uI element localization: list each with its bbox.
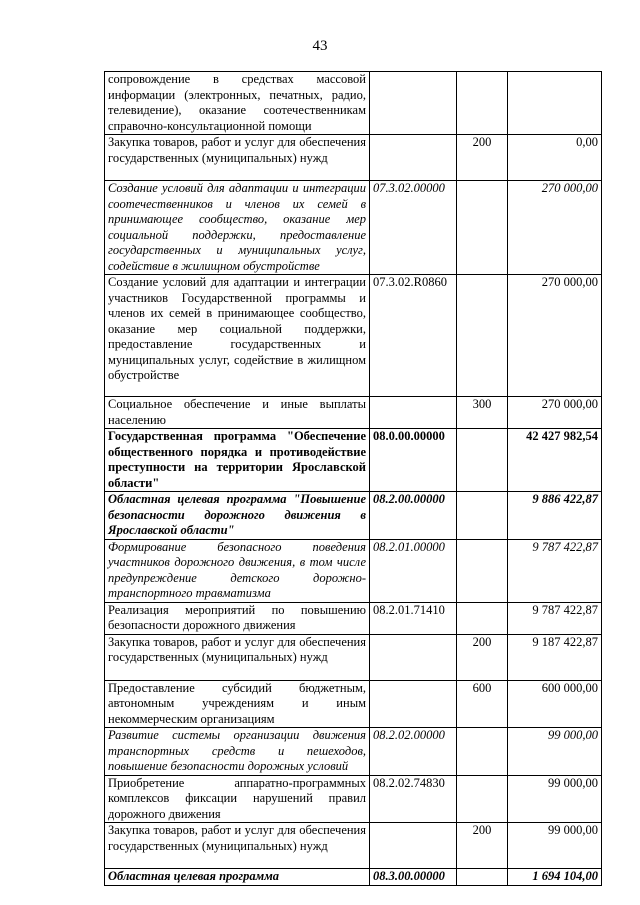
- row-code-cell: 08.2.00.00000: [370, 492, 457, 540]
- row-expense-type-cell: [457, 275, 508, 397]
- row-name-cell: Предоставление субсидий бюджетным, автономным учреждениям и иным некоммерческим организациям: [105, 680, 370, 728]
- row-code-cell: 07.3.02.00000: [370, 181, 457, 275]
- row-sum-cell: 270 000,00: [508, 181, 602, 275]
- row-code-cell: [370, 397, 457, 429]
- row-expense-type-cell: [457, 492, 508, 540]
- table-row: [105, 775, 602, 823]
- row-name-cell: Приобретение аппаратно-программных комплексов фиксации нарушений правил дорожного движения: [105, 775, 370, 823]
- table-row: [105, 135, 602, 181]
- row-expense-type-cell: [457, 181, 508, 275]
- row-name-cell: Областная целевая программа: [105, 869, 370, 886]
- row-sum-cell: [508, 72, 602, 135]
- table-row: [105, 429, 602, 492]
- row-code-cell: 08.2.01.71410: [370, 602, 457, 634]
- table-row: [105, 602, 602, 634]
- row-expense-type-cell: 200: [457, 823, 508, 869]
- row-name-cell: Создание условий для адаптации и интеграции участников Государственной программы и членов их семей в принимающее сообщество, оказание мер социальной поддержки, предоставление государственных и муниципальных услуг, содействие в жилищном обустройстве: [105, 275, 370, 397]
- row-code-cell: 08.3.00.00000: [370, 869, 457, 886]
- row-sum-cell: 9 187 422,87: [508, 634, 602, 680]
- row-name-cell: Социальное обеспечение и иные выплаты населению: [105, 397, 370, 429]
- row-name-cell: Закупка товаров, работ и услуг для обеспечения государственных (муниципальных) нужд: [105, 823, 370, 869]
- row-name-cell: Развитие системы организации движения транспортных средств и пешеходов, повышение безопасности дорожных условий: [105, 728, 370, 776]
- row-name-cell: Закупка товаров, работ и услуг для обеспечения государственных (муниципальных) нужд: [105, 634, 370, 680]
- row-expense-type-cell: [457, 728, 508, 776]
- table-row: [105, 397, 602, 429]
- row-code-cell: 08.2.02.74830: [370, 775, 457, 823]
- row-expense-type-cell: 300: [457, 397, 508, 429]
- table-row: [105, 275, 602, 397]
- row-sum-cell: 270 000,00: [508, 397, 602, 429]
- row-sum-cell: 9 787 422,87: [508, 602, 602, 634]
- row-sum-cell: 0,00: [508, 135, 602, 181]
- table-row: [105, 492, 602, 540]
- row-expense-type-cell: [457, 72, 508, 135]
- row-sum-cell: 99 000,00: [508, 775, 602, 823]
- row-code-cell: 07.3.02.R0860: [370, 275, 457, 397]
- row-sum-cell: 9 787 422,87: [508, 539, 602, 602]
- row-name-cell: Создание условий для адаптации и интеграции соотечественников и членов их семей в принимающее сообщество, оказание мер социальной поддержки, предоставление государственных и муниципальных услуг, содействие в жилищном обустройстве: [105, 181, 370, 275]
- row-sum-cell: 9 886 422,87: [508, 492, 602, 540]
- row-code-cell: [370, 135, 457, 181]
- row-code-cell: [370, 680, 457, 728]
- row-sum-cell: 600 000,00: [508, 680, 602, 728]
- row-code-cell: [370, 823, 457, 869]
- row-name-cell: Областная целевая программа "Повышение безопасности дорожного движения в Ярославской области": [105, 492, 370, 540]
- row-code-cell: 08.2.01.00000: [370, 539, 457, 602]
- row-expense-type-cell: [457, 602, 508, 634]
- table-row: [105, 181, 602, 275]
- table-row: [105, 539, 602, 602]
- row-expense-type-cell: [457, 775, 508, 823]
- table-row: [105, 634, 602, 680]
- row-code-cell: [370, 72, 457, 135]
- row-sum-cell: 99 000,00: [508, 728, 602, 776]
- row-code-cell: [370, 634, 457, 680]
- row-expense-type-cell: 200: [457, 135, 508, 181]
- row-sum-cell: 99 000,00: [508, 823, 602, 869]
- row-expense-type-cell: [457, 869, 508, 886]
- table-row: [105, 869, 602, 886]
- budget-table-body: [105, 72, 602, 886]
- row-code-cell: 08.2.02.00000: [370, 728, 457, 776]
- row-sum-cell: 1 694 104,00: [508, 869, 602, 886]
- table-row: [105, 823, 602, 869]
- row-sum-cell: 270 000,00: [508, 275, 602, 397]
- row-name-cell: сопровождение в средствах массовой информации (электронных, печатных, радио, телевидение), оказание соотечественникам справочно-консультационной помощи: [105, 72, 370, 135]
- row-expense-type-cell: 200: [457, 634, 508, 680]
- row-expense-type-cell: [457, 429, 508, 492]
- row-name-cell: Закупка товаров, работ и услуг для обеспечения государственных (муниципальных) нужд: [105, 135, 370, 181]
- row-name-cell: Государственная программа "Обеспечение общественного порядка и противодействие преступности на территории Ярославской области": [105, 429, 370, 492]
- row-code-cell: 08.0.00.00000: [370, 429, 457, 492]
- row-name-cell: Реализация мероприятий по повышению безопасности дорожного движения: [105, 602, 370, 634]
- table-row: [105, 728, 602, 776]
- table-row: [105, 680, 602, 728]
- table-row: [105, 72, 602, 135]
- page-number: 43: [312, 38, 328, 54]
- row-expense-type-cell: [457, 539, 508, 602]
- budget-table: [104, 71, 602, 886]
- row-sum-cell: 42 427 982,54: [508, 429, 602, 492]
- row-name-cell: Формирование безопасного поведения участников дорожного движения, в том числе предупреждение детского дорожно-транспортного травматизма: [105, 539, 370, 602]
- row-expense-type-cell: 600: [457, 680, 508, 728]
